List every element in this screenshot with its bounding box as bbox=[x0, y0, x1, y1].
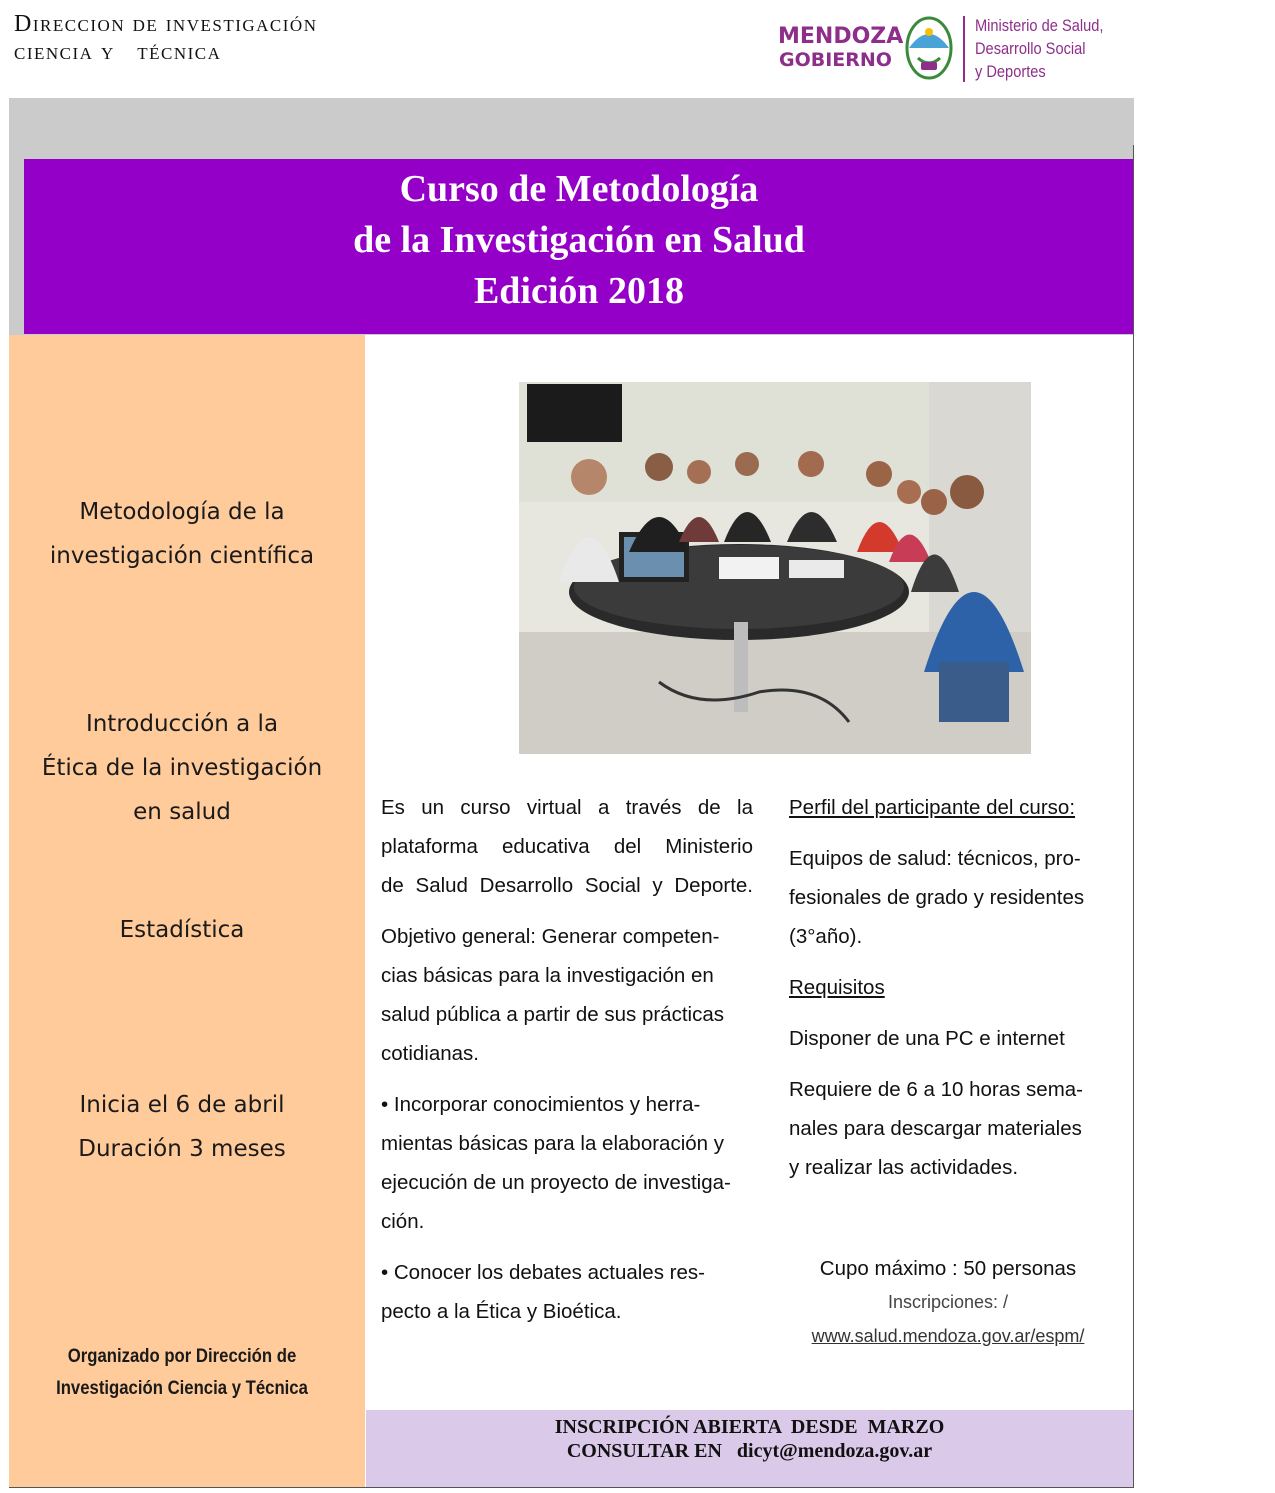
title-line-2: de la Investigación en Salud bbox=[353, 219, 805, 261]
organizer-note bbox=[30, 1341, 334, 1405]
group-photo-icon bbox=[519, 382, 1031, 754]
logo-ministry-text bbox=[975, 14, 1103, 83]
topic-line: investigación científica bbox=[49, 543, 315, 569]
requirements-heading: Requisitos bbox=[789, 976, 885, 999]
logo-gobierno-text: GOBIERNO bbox=[779, 49, 892, 71]
text-line: pecto a la Ética y Bioética. bbox=[381, 1300, 622, 1323]
text-line: mientas básicas para la elaboración y bbox=[381, 1132, 724, 1155]
topic-line: Ética de la investigación bbox=[41, 755, 323, 781]
start-date: Inicia el 6 de abril bbox=[79, 1092, 285, 1118]
text-line: • Incorporar conocimientos y herra- bbox=[381, 1093, 701, 1116]
text-line: Requiere de 6 a 10 horas sema- bbox=[789, 1078, 1084, 1101]
sidebar-topic-ethics bbox=[9, 702, 355, 834]
organizer-line: Investigación Ciencia y Técnica bbox=[56, 1378, 308, 1399]
text-line: de Salud Desarrollo Social y Deporte. bbox=[381, 874, 753, 897]
sidebar-topic-statistics: Estadística bbox=[119, 917, 245, 943]
title-line-3: Edición 2018 bbox=[473, 270, 685, 312]
text-line: ejecución de un proyecto de investiga- bbox=[381, 1171, 731, 1194]
sidebar-dates bbox=[9, 1083, 355, 1171]
sidebar-topic-methodology bbox=[9, 490, 355, 578]
organizer-line: Organizado por Dirección de bbox=[67, 1346, 297, 1367]
text-line: cias básicas para la investigación en bbox=[381, 964, 714, 987]
header-org-name bbox=[14, 10, 317, 66]
participant-profile bbox=[789, 788, 1119, 1199]
ministry-line: Ministerio de Salud, bbox=[975, 16, 1104, 35]
enrollment-label: Inscripciones: / bbox=[887, 1292, 1009, 1312]
text-line: plataforma educativa del Ministerio bbox=[381, 835, 753, 858]
requirement-hours bbox=[789, 1070, 1119, 1187]
text-line: ción. bbox=[381, 1210, 425, 1233]
text-line: fesionales de grado y residentes bbox=[789, 886, 1085, 909]
enrollment-link[interactable]: www.salud.mendoza.gov.ar/espm/ bbox=[811, 1326, 1085, 1346]
course-description bbox=[381, 788, 753, 1343]
footer-contact[interactable]: CONSULTAR EN dicyt@mendoza.gov.ar bbox=[566, 1440, 933, 1462]
ministry-line: y Deportes bbox=[975, 62, 1046, 81]
text-line: Es un curso virtual a través de la bbox=[381, 796, 753, 819]
title-line-1: Curso de Metodología bbox=[399, 168, 759, 210]
max-capacity: Cupo máximo : 50 personas bbox=[819, 1257, 1077, 1280]
logo-mendoza-text: MENDOZA bbox=[778, 24, 904, 49]
course-title bbox=[24, 164, 1134, 317]
text-line: salud pública a partir de sus prácticas bbox=[381, 1003, 724, 1026]
bullet-tools bbox=[381, 1085, 753, 1241]
text-line: • Conocer los debates actuales res- bbox=[381, 1261, 705, 1284]
requirement-pc: Disponer de una PC e internet bbox=[789, 1027, 1065, 1050]
text-line: Objetivo general: Generar competen- bbox=[381, 925, 720, 948]
text-line: Equipos de salud: técnicos, pro- bbox=[789, 847, 1081, 870]
topic-line: Metodología de la bbox=[79, 499, 285, 525]
duration: Duración 3 meses bbox=[78, 1136, 286, 1162]
footer-enrollment-open: INSCRIPCIÓN ABIERTA DESDE MARZO bbox=[554, 1416, 945, 1438]
profile-text bbox=[789, 839, 1119, 956]
text-line: (3°año). bbox=[789, 925, 863, 948]
text-line: cotidianas. bbox=[381, 1042, 480, 1065]
objective-paragraph bbox=[381, 917, 753, 1073]
topic-line: Introducción a la bbox=[85, 711, 279, 737]
profile-heading: Perfil del participante del curso: bbox=[789, 796, 1076, 819]
header-line-2: ciencia y técnica bbox=[14, 39, 222, 65]
text-line: y realizar las actividades. bbox=[789, 1156, 1019, 1179]
intro-paragraph bbox=[381, 788, 753, 905]
topic-line: en salud bbox=[133, 799, 231, 825]
frame-border-bottom bbox=[9, 1487, 1134, 1488]
header-line-1: Direccion de investigación bbox=[14, 11, 318, 37]
text-line: nales para descargar materiales bbox=[789, 1117, 1082, 1140]
ministry-line: Desarrollo Social bbox=[975, 39, 1086, 58]
frame-border-right bbox=[1133, 145, 1134, 1488]
bullet-ethics bbox=[381, 1253, 753, 1331]
